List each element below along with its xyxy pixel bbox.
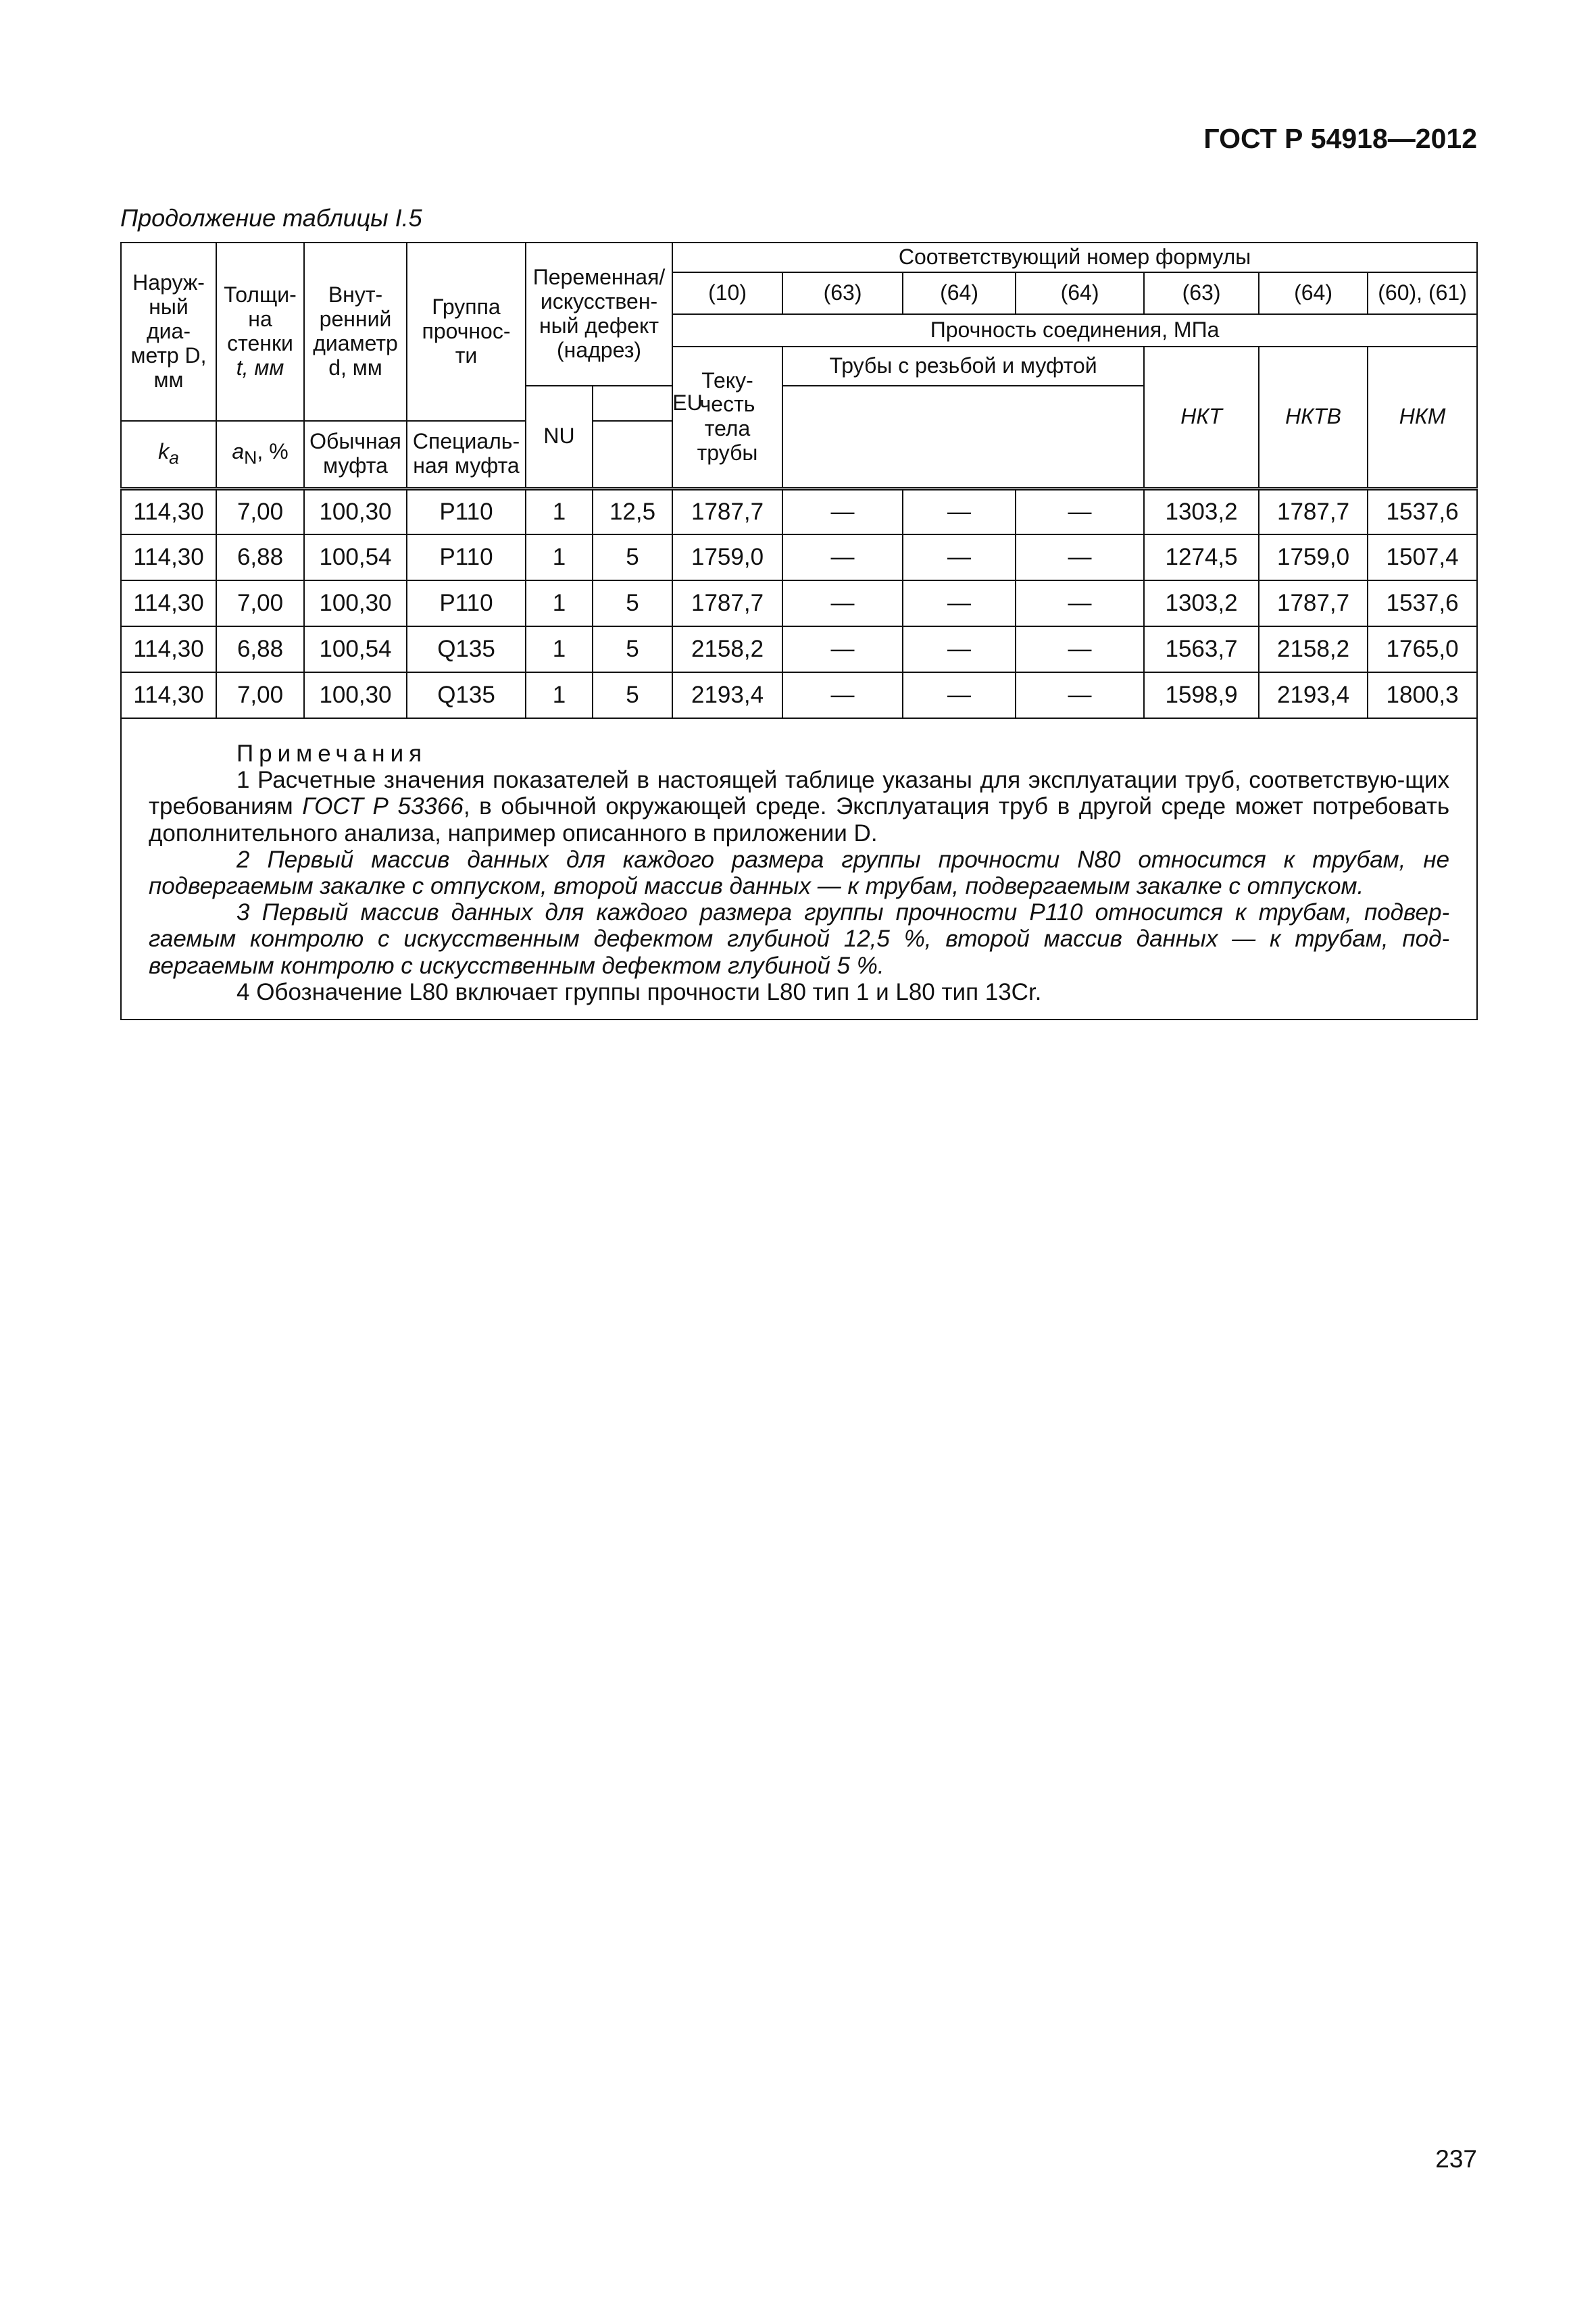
cell: 114,30: [121, 672, 216, 718]
cell: —: [903, 672, 1016, 718]
th-an: $a_N$, %: [216, 421, 304, 488]
cell: 1787,7: [1259, 488, 1368, 534]
cell: —: [903, 534, 1016, 580]
cell: 5: [593, 672, 672, 718]
cell: —: [782, 580, 903, 626]
cell: —: [1016, 488, 1144, 534]
cell: —: [1016, 626, 1144, 672]
cell: 1537,6: [1368, 580, 1477, 626]
cell: 1759,0: [672, 534, 782, 580]
cell: —: [903, 626, 1016, 672]
cell: 1765,0: [1368, 626, 1477, 672]
cell: 114,30: [121, 534, 216, 580]
th-special-coupling: Специаль- ная муфта: [407, 421, 526, 488]
cell: 1787,7: [672, 488, 782, 534]
th-outer-diameter: Наруж- ный диа- метр D, мм: [121, 243, 216, 421]
cell: 114,30: [121, 626, 216, 672]
cell: 7,00: [216, 672, 304, 718]
cell: Q135: [407, 672, 526, 718]
th-formula: (60), (61): [1368, 272, 1477, 314]
th-formula: (10): [672, 272, 782, 314]
cell: —: [782, 672, 903, 718]
cell: —: [1016, 672, 1144, 718]
notes-row: [121, 718, 1477, 1020]
cell: 5: [593, 534, 672, 580]
cell: 1800,3: [1368, 672, 1477, 718]
page-number: 237: [1435, 2145, 1477, 2173]
table-row: [121, 534, 1477, 580]
cell: 5: [593, 580, 672, 626]
th-nkm: НКМ: [1368, 347, 1477, 488]
th-strength-group: Группа прочнос- ти: [407, 243, 526, 421]
th-formula: (64): [903, 272, 1016, 314]
cell: 100,54: [304, 626, 407, 672]
th-nktv: НКТВ: [1259, 347, 1368, 488]
th-joint-strength: Прочность соединения, МПа: [672, 314, 1477, 347]
th-formula-number: Соответствующий номер формулы: [672, 243, 1477, 272]
cell: 1: [526, 488, 593, 534]
cell: —: [1016, 580, 1144, 626]
table-caption: Продолжение таблицы I.5: [120, 204, 422, 232]
cell: 2158,2: [672, 626, 782, 672]
cell: 100,54: [304, 534, 407, 580]
cell: 100,30: [304, 580, 407, 626]
cell: 1598,9: [1144, 672, 1259, 718]
th-wall-thickness: Толщи- на стенки t, мм: [216, 243, 304, 421]
th-threaded-pipes: Трубы с резьбой и муфтой: [782, 347, 1144, 386]
table-row: [121, 626, 1477, 672]
table-row: [121, 580, 1477, 626]
cell: 100,30: [304, 672, 407, 718]
cell: 1563,7: [1144, 626, 1259, 672]
th-nu: NU: [526, 386, 593, 488]
table-row: [121, 488, 1477, 534]
cell: 2193,4: [672, 672, 782, 718]
cell: 1: [526, 534, 593, 580]
th-ka: $k_a$: [121, 421, 216, 488]
th-formula: (64): [1016, 272, 1144, 314]
cell: 1787,7: [1259, 580, 1368, 626]
cell: 1787,7: [672, 580, 782, 626]
cell: —: [782, 488, 903, 534]
cell: Q135: [407, 626, 526, 672]
cell: 1: [526, 672, 593, 718]
th-inner-diameter: Внут- ренний диаметр d, мм: [304, 243, 407, 421]
cell: 6,88: [216, 534, 304, 580]
cell: P110: [407, 488, 526, 534]
th-yield: Теку- честь тела трубы: [672, 347, 782, 488]
cell: 1537,6: [1368, 488, 1477, 534]
cell: —: [782, 626, 903, 672]
cell: 114,30: [121, 488, 216, 534]
th-formula: (63): [1144, 272, 1259, 314]
cell: 5: [593, 626, 672, 672]
cell: 1274,5: [1144, 534, 1259, 580]
note-2: 2 Первый массив данных для каждого размера группы прочности N80 относится к трубам, не подвергаемым закалке с отпуском, второй массив данных — к трубам, подвергаемым закалке с отпуском.: [149, 846, 1450, 899]
cell: 1303,2: [1144, 488, 1259, 534]
th-defect: Переменная/ искусствен- ный дефект (надрез): [526, 243, 672, 386]
cell: 1: [526, 580, 593, 626]
cell: —: [903, 580, 1016, 626]
note-4: 4 Обозначение L80 включает группы прочности L80 тип 1 и L80 тип 13Cr.: [236, 978, 1042, 1005]
cell: 1303,2: [1144, 580, 1259, 626]
cell: 1759,0: [1259, 534, 1368, 580]
document-standard-header: ГОСТ Р 54918—2012: [1203, 123, 1477, 154]
cell: —: [903, 488, 1016, 534]
cell: 114,30: [121, 580, 216, 626]
note-3: 3 Первый массив данных для каждого размера группы прочности P110 относится к трубам, подвер-гаемым контролю с искусственным дефектом глубиной 12,5 %, второй массив данных — к трубам, под-вергаемым контролю с искусственным дефектом глубиной 5 %.: [149, 899, 1450, 979]
cell: 12,5: [593, 488, 672, 534]
cell: 1: [526, 626, 593, 672]
strength-table: [120, 242, 1478, 1020]
th-formula: (64): [1259, 272, 1368, 314]
cell: P110: [407, 534, 526, 580]
cell: 7,00: [216, 488, 304, 534]
th-regular-coupling: Обычная муфта: [304, 421, 407, 488]
cell: P110: [407, 580, 526, 626]
cell: 1507,4: [1368, 534, 1477, 580]
th-eu: EU: [593, 386, 782, 421]
table-row: [121, 672, 1477, 718]
notes-title: Примечания: [236, 740, 428, 767]
cell: 100,30: [304, 488, 407, 534]
cell: —: [782, 534, 903, 580]
th-formula: (63): [782, 272, 903, 314]
cell: 6,88: [216, 626, 304, 672]
note-1: 1 Расчетные значения показателей в настоящей таблице указаны для эксплуатации труб, соответствую-щих требованиям ГОСТ Р 53366, в обычной окружающей среде. Эксплуатация труб в другой среде может потребовать дополнительного анализа, например описанного в приложении D.: [149, 767, 1450, 847]
notes-block: [121, 718, 1477, 1020]
cell: 2193,4: [1259, 672, 1368, 718]
cell: —: [1016, 534, 1144, 580]
cell: 7,00: [216, 580, 304, 626]
th-nkt: НКТ: [1144, 347, 1259, 488]
cell: 2158,2: [1259, 626, 1368, 672]
